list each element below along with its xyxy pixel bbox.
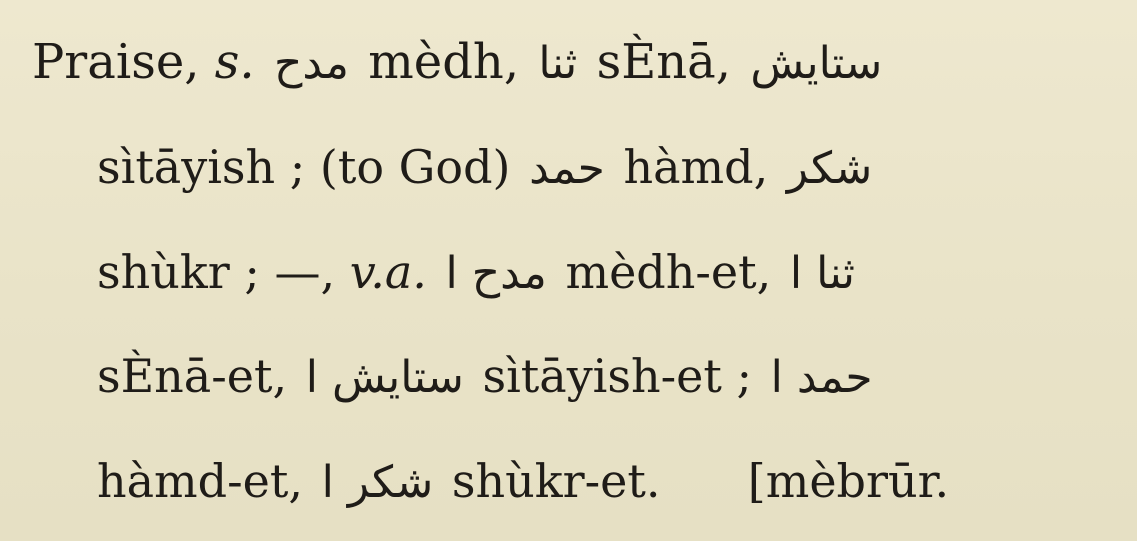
entry-line-1	[32, 34, 886, 90]
translit-sitayish: sìtāyish ;	[97, 140, 306, 194]
entry-line-3	[97, 245, 859, 299]
arabic-shukr-et: شكر ا	[321, 457, 434, 508]
entry-line-2	[97, 140, 876, 194]
arabic-shukr: شكر	[786, 143, 873, 194]
arabic-sena-et: ثنا ا	[789, 248, 856, 299]
arabic-sitayish: ستايش	[750, 38, 883, 89]
entry-line-4	[97, 349, 877, 403]
verb-dash: —,	[274, 245, 336, 299]
arabic-medh: مدح	[273, 38, 350, 89]
translit-shukr: shùkr ;	[97, 245, 260, 299]
noun-pos: s.	[214, 34, 255, 90]
translit-hamd-et: hàmd-et,	[97, 454, 303, 508]
translit-medh-et: mèdh-et,	[565, 245, 772, 299]
headword: Praise,	[32, 34, 200, 90]
translit-sitayish-et: sìtāyish-et ;	[482, 349, 752, 403]
arabic-sitayish-et: ستايش ا	[305, 352, 464, 403]
verb-pos: v.a.	[349, 245, 427, 299]
entry-line-5	[97, 454, 950, 508]
god-note: (to God)	[319, 140, 511, 194]
arabic-hamd-et: حمد ا	[770, 352, 873, 403]
translit-sena-et: sÈnā-et,	[97, 349, 288, 403]
arabic-hamd: حمد	[529, 143, 605, 194]
translit-sena: sÈnā,	[596, 34, 732, 90]
translit-medh: mèdh,	[368, 34, 520, 90]
arabic-medh-et: مدح ا	[445, 248, 547, 299]
translit-shukr-et: shùkr-et.	[451, 454, 661, 508]
arabic-sena: ثنا	[538, 38, 578, 89]
next-headword: [mèbrūr.	[747, 454, 950, 508]
translit-hamd: hàmd,	[623, 140, 769, 194]
